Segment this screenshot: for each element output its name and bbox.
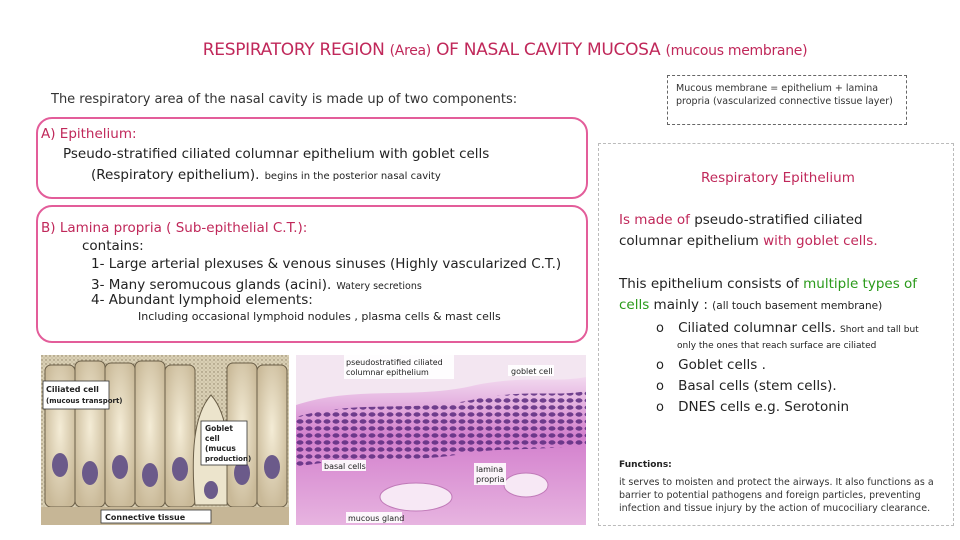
p1-a: Is made of: [619, 212, 695, 228]
lamina-heading: B) Lamina propria ( Sub-epithelial C.T.):: [41, 220, 308, 236]
bullet-dnes: [656, 399, 849, 415]
lamina-item1: 1- Large arterial plexuses & venous sinuses (Highly vascularized C.T.): [91, 256, 562, 272]
micrograph-illustration: [296, 355, 586, 525]
ciliated-epithelium-illustration: [41, 355, 289, 525]
lamina-item3: 4- Abundant lymphoid elements:: [91, 292, 313, 308]
label-goblet3: (mucus: [205, 444, 236, 453]
label-goblet4: production): [205, 455, 252, 463]
bullet-basal: [656, 378, 837, 394]
label-goblet1: Goblet: [205, 424, 233, 433]
definition-box: Mucous membrane = epithelium + lamina propria (vascularized connective tissue layer): [667, 75, 907, 125]
panel-p1-line2: [619, 233, 878, 249]
epithelium-line2-row: [91, 164, 441, 183]
epithelium-line1: Pseudo-stratified ciliated columnar epithelium with goblet cells: [63, 146, 490, 162]
bullet-mark: o: [656, 400, 664, 415]
lamina-item2-row: [91, 274, 422, 293]
label-connective: Connective tissue: [105, 513, 186, 522]
functions-title: Functions:: [619, 460, 672, 470]
title-part4: (mucous membrane): [665, 43, 808, 59]
bullet-text: DNES cells e.g. Serotonin: [678, 399, 850, 415]
label-pseudo1: pseudostratified ciliated: [346, 358, 443, 367]
label-ciliated2: (mucous transport): [46, 397, 123, 405]
epithelium-heading: A) Epithelium:: [41, 126, 137, 142]
label-pseudo2: columnar epithelium: [346, 368, 429, 377]
label-ciliated: Ciliated cell: [46, 385, 99, 394]
lamina-item3-sub: Including occasional lymphoid nodules , plasma cells & mast cells: [138, 310, 501, 323]
lamina-item2-note: Watery secretions: [336, 281, 422, 292]
bullet-text: Goblet cells .: [678, 357, 766, 373]
lamina-contains: contains:: [82, 238, 144, 254]
bullet-mark: o: [656, 321, 664, 336]
title-part3: OF NASAL CAVITY MUCOSA: [436, 40, 661, 60]
epithelium-line2: (Respiratory epithelium).: [91, 167, 260, 183]
label-lamina2: propria: [476, 475, 505, 484]
bullet-mark: o: [656, 358, 664, 373]
p2-c: cells: [619, 297, 650, 313]
panel-p2-line2: [619, 297, 882, 313]
bullet-mark: o: [656, 379, 664, 394]
p2-b: multiple types of: [803, 276, 918, 292]
bullet-text: Basal cells (stem cells).: [678, 378, 837, 394]
label-goblet-cell: goblet cell: [511, 367, 553, 376]
epithelium-note: begins in the posterior nasal cavity: [264, 171, 441, 182]
slide-title: [0, 40, 960, 60]
label-basal: basal cells: [324, 462, 366, 471]
bullet-note: Short and tall but: [840, 325, 919, 335]
bullet-goblet: [656, 357, 766, 373]
p2-e: (all touch basement membrane): [712, 300, 883, 312]
label-mucous-gland: mucous gland: [348, 514, 405, 523]
bullet-ciliated: [656, 320, 919, 336]
title-part1: RESPIRATORY REGION: [202, 40, 385, 60]
intro-text: The respiratory area of the nasal cavity is made up of two components:: [51, 92, 518, 107]
p2-d: mainly :: [649, 297, 713, 313]
p1-c: columnar epithelium: [619, 233, 764, 249]
bullet-ciliated-note2: only the ones that reach surface are ciliated: [677, 341, 877, 351]
label-lamina1: lamina: [476, 465, 504, 474]
p2-a: This epithelium consists of: [619, 276, 804, 292]
functions-text: it serves to moisten and protect the airways. It also functions as a barrier to potential pathogens and foreign particles, preventing infection and tissue injury by the action of mucociliary clearance.: [619, 477, 934, 515]
panel-p1-line1: [619, 212, 863, 228]
label-goblet2: cell: [205, 434, 220, 443]
panel-heading: Respiratory Epithelium: [701, 170, 855, 186]
bullet-text: Ciliated columnar cells.: [678, 320, 836, 336]
title-part2: (Area): [389, 43, 431, 59]
panel-p2-line1: [619, 276, 917, 292]
p1-b: pseudo-stratified ciliated: [694, 212, 863, 228]
p1-d: with goblet cells.: [763, 233, 878, 249]
lamina-item2: 3- Many seromucous glands (acini).: [91, 277, 332, 293]
